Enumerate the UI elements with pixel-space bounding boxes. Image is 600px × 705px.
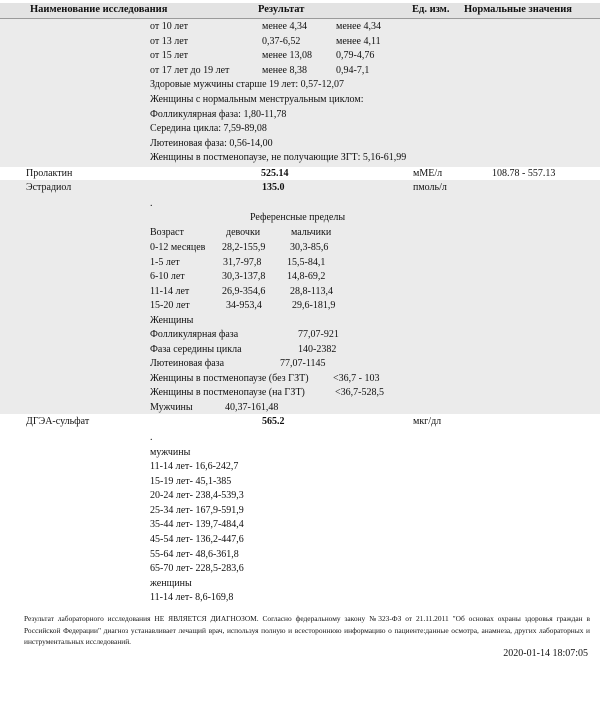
reference-line: от 13 лет (150, 35, 189, 47)
reference-value: 0,37-6,52 (262, 35, 301, 47)
reference-boys: 30,3-85,6 (290, 242, 329, 253)
reference-boys: 15,5-84,1 (287, 256, 326, 268)
header-name: Наименование исследования (30, 4, 168, 15)
reference-value: 0,79-4,76 (336, 50, 375, 62)
reference-block-1 (0, 19, 600, 167)
reference-girls: 34-953,4 (226, 300, 262, 312)
header-unit: Ед. изм. (412, 4, 450, 15)
report-timestamp: 2020-01-14 18:07:05 (503, 648, 588, 659)
reference-men: мужчины (150, 447, 191, 458)
reference-line: Фолликулярная фаза: 1,80-11,78 (150, 108, 287, 120)
test-unit: мкг/дл (413, 416, 442, 427)
disclaimer-text: Результат лабораторного исследования НЕ ЯВЛЯЕТСЯ ДИАГНОЗОМ. Согласно федеральному закону №323-ФЗ от 21.11.2011 "Об основах охраны здоровья граждан в Российской Федерации" диагноз устанавливает лечащий врач, используя полную и всестороннюю информацию о пациенте:данные осмотра, анамнеза, других лабораторных и инструментальных исследований. (24, 614, 590, 646)
reference-value: 0,94-7,1 (336, 64, 370, 76)
reference-phase: Женщины в постменопаузе (без ГЗТ) (150, 372, 309, 384)
reference-line: 35-44 лет- 139,7-484,4 (150, 519, 244, 531)
reference-boys: 28,8-113,4 (290, 285, 333, 297)
test-name: ДГЭА-сульфат (26, 416, 90, 427)
reference-line: 15-19 лет- 45,1-385 (150, 475, 232, 487)
table-row-dhea (0, 414, 600, 609)
reference-line: Здоровые мужчины старше 19 лет: 0,57-12,07 (150, 79, 344, 91)
reference-head: Возраст (150, 227, 184, 238)
reference-phase-value: 77,07-1145 (280, 358, 326, 370)
reference-age: 1-5 лет (150, 256, 180, 268)
reference-phase-value: 40,37-161,48 (225, 402, 279, 413)
reference-dot: . (150, 198, 153, 209)
header-result: Результат (258, 4, 305, 15)
test-value: 525.14 (261, 168, 289, 179)
reference-boys: 29,6-181,9 (292, 300, 336, 312)
reference-girls: 30,3-137,8 (222, 271, 266, 283)
reference-phase-value: <36,7-528,5 (335, 387, 384, 399)
test-value: 565.2 (262, 416, 285, 427)
reference-line: от 15 лет (150, 50, 189, 62)
reference-value: менее 4,34 (262, 21, 307, 32)
reference-line: 11-14 лет- 8,6-169,8 (150, 592, 234, 603)
reference-line: 65-70 лет- 228,5-283,6 (150, 563, 244, 575)
table-header (0, 3, 600, 19)
reference-line: от 10 лет (150, 21, 189, 32)
reference-phase: Фаза середины цикла (150, 343, 242, 355)
test-unit: пмоль/л (413, 182, 447, 193)
test-norm: 108.78 - 557.13 (492, 168, 556, 179)
reference-line: Женщины с нормальным менструальным циклом: (150, 94, 364, 105)
reference-age: 11-14 лет (150, 285, 190, 297)
reference-value: менее 4,11 (336, 35, 381, 47)
test-value: 135.0 (262, 182, 285, 193)
reference-title: Референсные пределы (250, 212, 346, 223)
reference-line: 11-14 лет- 16,6-242,7 (150, 461, 239, 472)
reference-girls: 28,2-155,9 (222, 242, 266, 253)
reference-value: менее 8,38 (262, 64, 307, 76)
reference-phase: Лютеиновая фаза (150, 358, 225, 370)
reference-line: Лютеиновая фаза: 0,56-14,00 (150, 137, 273, 149)
reference-age: 15-20 лет (150, 300, 190, 312)
reference-line: 55-64 лет- 48,6-361,8 (150, 548, 239, 560)
reference-age: 6-10 лет (150, 271, 185, 283)
reference-phase-value: 140-2382 (298, 343, 337, 355)
test-name: Эстрадиол (26, 182, 72, 193)
reference-women: женщины (150, 578, 192, 589)
reference-dot: . (150, 432, 153, 443)
reference-girls: 31,7-97,8 (223, 256, 262, 268)
reference-women: Женщины (150, 315, 194, 326)
reference-phase: Женщины в постменопаузе (на ГЗТ) (150, 387, 305, 399)
reference-line: Середина цикла: 7,59-89,08 (150, 123, 267, 135)
reference-value: менее 13,08 (262, 50, 312, 62)
reference-block-estradiol (0, 180, 600, 414)
reference-girls: 26,9-354,6 (222, 285, 266, 297)
reference-line: 20-24 лет- 238,4-539,3 (150, 490, 244, 502)
reference-age: 0-12 месяцев (150, 242, 206, 253)
reference-phase: Мужчины (150, 402, 193, 413)
reference-boys: 14,8-69,2 (287, 271, 326, 283)
reference-head: мальчики (291, 227, 332, 238)
reference-phase-value: 77,07-921 (298, 329, 339, 340)
reference-line: от 17 лет до 19 лет (150, 64, 230, 76)
test-unit: мМЕ/л (413, 168, 443, 179)
reference-line: 25-34 лет- 167,9-591,9 (150, 504, 244, 516)
header-norm: Нормальные значения (464, 4, 572, 15)
reference-head: девочки (226, 227, 261, 238)
reference-phase-value: <36,7 - 103 (333, 372, 380, 384)
reference-value: менее 4,34 (336, 21, 381, 32)
reference-line: 45-54 лет- 136,2-447,6 (150, 534, 244, 545)
test-name: Пролактин (26, 168, 73, 179)
reference-line: Женщины в постменопаузе, не получающие ЗГТ: 5,16-61,99 (150, 152, 407, 164)
reference-phase: Фолликулярная фаза (150, 329, 239, 340)
